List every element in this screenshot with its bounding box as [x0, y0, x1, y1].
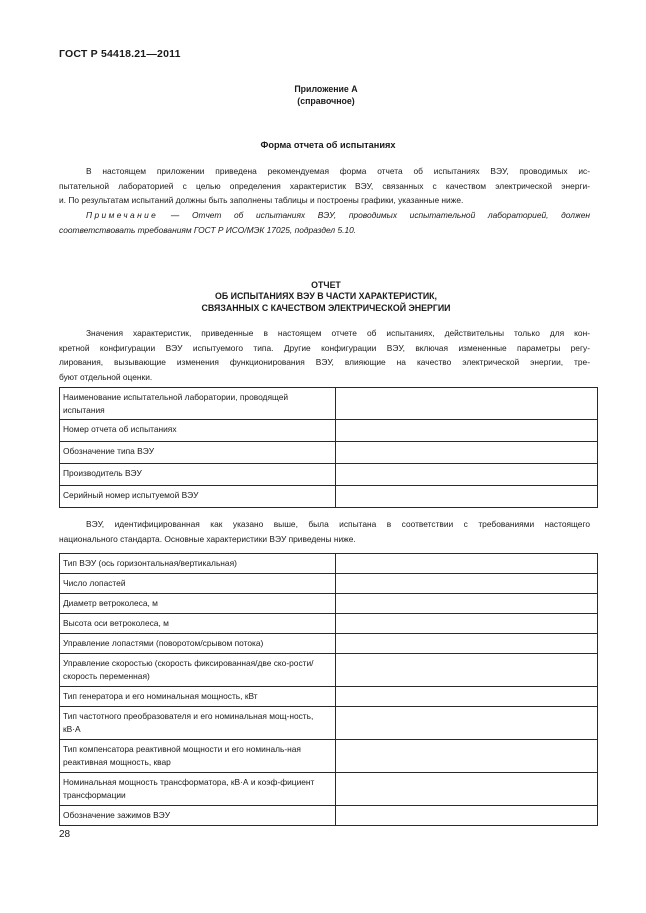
table-value-cell[interactable]	[336, 773, 598, 806]
form-title: Форма отчета об испытаниях	[260, 140, 396, 150]
table-value-cell[interactable]	[336, 806, 598, 826]
table-row	[60, 420, 598, 442]
table-row	[60, 806, 598, 826]
intro-line: и. По результатам испытаний должны быть заполнены таблицы и построены графики, указанные ниже.	[59, 195, 464, 206]
table-row	[60, 442, 598, 464]
table-value-cell[interactable]	[336, 634, 598, 654]
table-label-cell: Тип генератора и его номинальная мощность, кВт	[60, 687, 336, 707]
appendix-title: Приложение А	[294, 84, 358, 94]
page-number: 28	[59, 829, 71, 840]
table-label-cell: Управление скоростью (скорость фиксированная/две ско-рости/ скорость переменная)	[60, 654, 336, 687]
report-heading	[3, 280, 646, 314]
note-text: — Отчет об испытаниях ВЭУ, проводимых испытательной лабораторией, должен	[158, 210, 590, 220]
intro-line: В настоящем приложении приведена рекомендуемая форма отчета об испытаниях ВЭУ, проводимых ис-	[86, 166, 590, 176]
identified-line: национального стандарта. Основные характеристики ВЭУ приведены ниже.	[59, 533, 356, 544]
table-value-cell[interactable]	[336, 707, 598, 740]
table-value-cell[interactable]	[336, 654, 598, 687]
table-label-cell: Обозначение зажимов ВЭУ	[60, 806, 336, 826]
identified-line: ВЭУ, идентифицированная как указано выше, была испытана в соответствии с требованиями настоящего	[86, 519, 590, 529]
table-label-cell: Производитель ВЭУ	[60, 464, 336, 486]
intro-line: пытательной лабораторией с целью определения характеристик ВЭУ, связанных с качеством электрической энерги-	[59, 180, 590, 191]
note-paragraph	[59, 208, 590, 237]
identified-paragraph	[59, 517, 590, 546]
table-label-cell: Номер отчета об испытаниях	[60, 420, 336, 442]
table-label-cell: Тип частотного преобразователя и его номинальная мощ-ность, кВ·А	[60, 707, 336, 740]
note-label: Примечание	[86, 210, 159, 220]
table-label-cell: Серийный номер испытуемой ВЭУ	[60, 486, 336, 508]
table-value-cell[interactable]	[336, 442, 598, 464]
validity-line: буют отдельной оценки.	[59, 371, 153, 382]
table-label-cell: Обозначение типа ВЭУ	[60, 442, 336, 464]
table-label-cell: Тип ВЭУ (ось горизонтальная/вертикальная)	[60, 554, 336, 574]
table-value-cell[interactable]	[336, 388, 598, 420]
table-value-cell[interactable]	[336, 740, 598, 773]
table-label-cell: Высота оси ветроколеса, м	[60, 614, 336, 634]
table-label-cell: Диаметр ветроколеса, м	[60, 594, 336, 614]
note-line	[59, 208, 590, 223]
validity-line: лирования, вызывающие изменения функционирования ВЭУ, влияющие на качество электрической энергии, тре-	[59, 357, 590, 368]
table-value-cell[interactable]	[336, 594, 598, 614]
report-heading-line: СВЯЗАННЫХ С КАЧЕСТВОМ ЭЛЕКТРИЧЕСКОЙ ЭНЕРГИИ	[201, 302, 451, 313]
report-heading-line: ОБ ИСПЫТАНИЯХ ВЭУ В ЧАСТИ ХАРАКТЕРИСТИК,	[215, 291, 437, 302]
note-line: соответствовать требованиям ГОСТ Р ИСО/МЭК 17025, подраздел 5.10.	[59, 224, 357, 235]
table-row	[60, 687, 598, 707]
intro-paragraph	[59, 164, 590, 208]
table-value-cell[interactable]	[336, 574, 598, 594]
table-value-cell[interactable]	[336, 420, 598, 442]
table-row	[60, 634, 598, 654]
table-row	[60, 773, 598, 806]
table-row	[60, 486, 598, 508]
table-row	[60, 594, 598, 614]
validity-paragraph	[59, 326, 590, 384]
table-label-cell: Наименование испытательной лаборатории, проводящей испытания	[60, 388, 336, 420]
table-value-cell[interactable]	[336, 486, 598, 508]
document-header: ГОСТ Р 54418.21—2011	[59, 48, 181, 60]
table-row	[60, 388, 598, 420]
table-label-cell: Число лопастей	[60, 574, 336, 594]
appendix-subtitle: (справочное)	[297, 96, 355, 106]
table-value-cell[interactable]	[336, 687, 598, 707]
table-label-cell: Номинальная мощность трансформатора, кВ·А и коэф-фициент трансформации	[60, 773, 336, 806]
table-value-cell[interactable]	[336, 464, 598, 486]
validity-line: кретной конфигурации ВЭУ испытуемого типа. Другие конфигурации ВЭУ, включая измененные параметры регу-	[59, 342, 590, 353]
lab-info-table	[59, 387, 598, 508]
validity-line: Значения характеристик, приведенные в настоящем отчете об испытаниях, действительны только для кон-	[86, 328, 590, 338]
characteristics-table	[59, 553, 598, 826]
table-row	[60, 554, 598, 574]
table-row	[60, 740, 598, 773]
table-row	[60, 707, 598, 740]
table-row	[60, 574, 598, 594]
table-label-cell: Тип компенсатора реактивной мощности и его номиналь-ная реактивная мощность, квар	[60, 740, 336, 773]
table-label-cell: Управление лопастями (поворотом/срывом потока)	[60, 634, 336, 654]
table-row	[60, 464, 598, 486]
table-value-cell[interactable]	[336, 614, 598, 634]
table-row	[60, 614, 598, 634]
table-row	[60, 654, 598, 687]
table-value-cell[interactable]	[336, 554, 598, 574]
report-heading-line: ОТЧЕТ	[311, 280, 341, 290]
